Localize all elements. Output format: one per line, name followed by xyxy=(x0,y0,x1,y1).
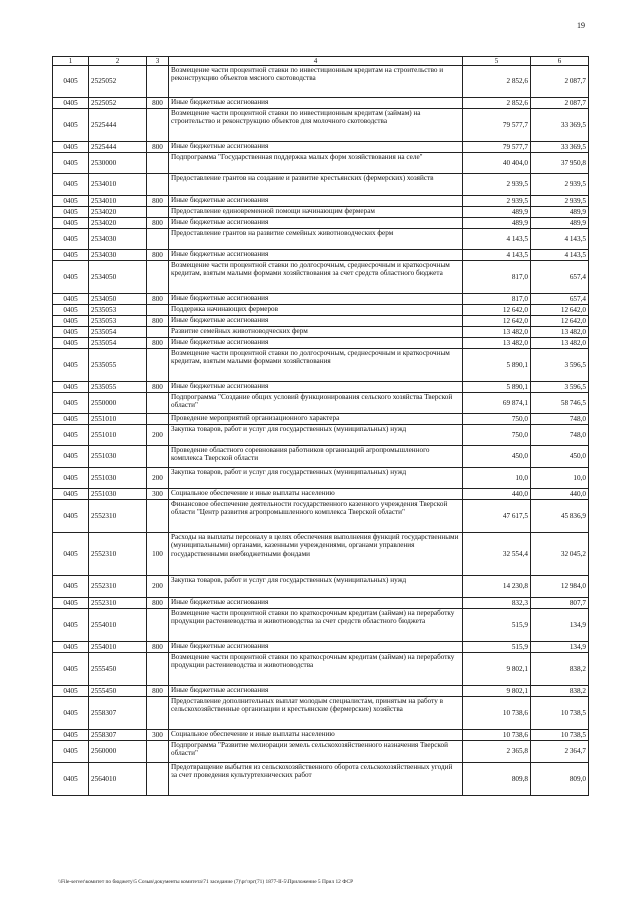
executed-amount-cell: 45 836,9 xyxy=(531,500,589,533)
expense-type-cell: 800 xyxy=(147,686,169,697)
table-body xyxy=(53,66,589,796)
executed-amount-cell: 12 984,0 xyxy=(531,576,589,598)
target-article-cell: 2558307 xyxy=(89,730,147,741)
executed-amount-cell: 13 482,0 xyxy=(531,338,589,349)
executed-amount-cell: 2 364,7 xyxy=(531,741,589,763)
planned-amount-cell: 9 802,1 xyxy=(463,686,531,697)
planned-amount-cell: 832,3 xyxy=(463,598,531,609)
column-header: 6 xyxy=(531,57,589,66)
expense-type-cell: 800 xyxy=(147,382,169,393)
table-row xyxy=(53,382,589,393)
planned-amount-cell: 10,0 xyxy=(463,468,531,489)
expense-type-cell xyxy=(147,741,169,763)
expense-type-cell xyxy=(147,763,169,796)
executed-amount-cell: 657,4 xyxy=(531,261,589,294)
planned-amount-cell: 440,0 xyxy=(463,489,531,500)
expense-type-cell: 800 xyxy=(147,598,169,609)
target-article-cell: 2535055 xyxy=(89,349,147,382)
executed-amount-cell: 2 087,7 xyxy=(531,66,589,98)
table-row xyxy=(53,66,589,98)
planned-amount-cell: 5 890,1 xyxy=(463,382,531,393)
table-row xyxy=(53,98,589,109)
target-article-cell: 2534010 xyxy=(89,196,147,207)
planned-amount-cell: 13 482,0 xyxy=(463,338,531,349)
description-cell: Иные бюджетные ассигнования xyxy=(169,196,463,207)
description-cell: Иные бюджетные ассигнования xyxy=(169,218,463,229)
target-article-cell: 2551030 xyxy=(89,468,147,489)
section-code-cell: 0405 xyxy=(53,500,89,533)
expense-type-cell: 300 xyxy=(147,489,169,500)
table-row xyxy=(53,414,589,425)
table-row xyxy=(53,576,589,598)
expense-type-cell xyxy=(147,153,169,174)
target-article-cell: 2558307 xyxy=(89,697,147,730)
target-article-cell: 2555450 xyxy=(89,653,147,686)
table-row xyxy=(53,730,589,741)
section-code-cell: 0405 xyxy=(53,533,89,576)
executed-amount-cell: 489,9 xyxy=(531,207,589,218)
executed-amount-cell: 10 738,5 xyxy=(531,697,589,730)
table-row xyxy=(53,533,589,576)
table-row xyxy=(53,653,589,686)
planned-amount-cell: 47 617,5 xyxy=(463,500,531,533)
table-row xyxy=(53,489,589,500)
planned-amount-cell: 817,0 xyxy=(463,261,531,294)
expense-type-cell: 800 xyxy=(147,196,169,207)
expense-type-cell xyxy=(147,174,169,196)
table-row xyxy=(53,229,589,250)
section-code-cell: 0405 xyxy=(53,642,89,653)
description-cell: Возмещение части процентной ставки по краткосрочным кредитам (займам) на переработку продукции растениеводства и животноводства xyxy=(169,653,463,686)
section-code-cell: 0405 xyxy=(53,609,89,642)
executed-amount-cell: 33 369,5 xyxy=(531,142,589,153)
expense-type-cell xyxy=(147,66,169,98)
expense-type-cell xyxy=(147,446,169,468)
target-article-cell: 2535054 xyxy=(89,327,147,338)
description-cell: Социальное обеспечение и иные выплаты населению xyxy=(169,730,463,741)
description-cell: Иные бюджетные ассигнования xyxy=(169,382,463,393)
expense-type-cell: 100 xyxy=(147,533,169,576)
executed-amount-cell: 748,0 xyxy=(531,425,589,446)
planned-amount-cell: 4 143,5 xyxy=(463,229,531,250)
column-header: 2 xyxy=(89,57,147,66)
planned-amount-cell: 750,0 xyxy=(463,425,531,446)
planned-amount-cell: 79 577,7 xyxy=(463,109,531,142)
executed-amount-cell: 809,0 xyxy=(531,763,589,796)
expense-type-cell xyxy=(147,609,169,642)
table-row xyxy=(53,316,589,327)
target-article-cell: 2525444 xyxy=(89,109,147,142)
target-article-cell: 2534030 xyxy=(89,250,147,261)
section-code-cell: 0405 xyxy=(53,153,89,174)
section-code-cell: 0405 xyxy=(53,109,89,142)
table-row xyxy=(53,250,589,261)
section-code-cell: 0405 xyxy=(53,305,89,316)
section-code-cell: 0405 xyxy=(53,382,89,393)
description-cell: Поддержка начинающих фермеров xyxy=(169,305,463,316)
planned-amount-cell: 69 874,1 xyxy=(463,393,531,414)
executed-amount-cell: 3 596,5 xyxy=(531,349,589,382)
expense-type-cell: 800 xyxy=(147,250,169,261)
section-code-cell: 0405 xyxy=(53,425,89,446)
expense-type-cell xyxy=(147,653,169,686)
target-article-cell: 2534030 xyxy=(89,229,147,250)
table-row xyxy=(53,327,589,338)
description-cell: Подпрограмма "Государственная поддержка малых форм хозяйствования на селе" xyxy=(169,153,463,174)
planned-amount-cell: 32 554,4 xyxy=(463,533,531,576)
section-code-cell: 0405 xyxy=(53,316,89,327)
planned-amount-cell: 809,8 xyxy=(463,763,531,796)
table-row xyxy=(53,609,589,642)
section-code-cell: 0405 xyxy=(53,730,89,741)
expense-type-cell: 200 xyxy=(147,425,169,446)
target-article-cell: 2555450 xyxy=(89,686,147,697)
target-article-cell: 2535053 xyxy=(89,316,147,327)
executed-amount-cell: 657,4 xyxy=(531,294,589,305)
section-code-cell: 0405 xyxy=(53,489,89,500)
section-code-cell: 0405 xyxy=(53,294,89,305)
table-row xyxy=(53,697,589,730)
section-code-cell: 0405 xyxy=(53,686,89,697)
description-cell: Иные бюджетные ассигнования xyxy=(169,598,463,609)
executed-amount-cell: 838,2 xyxy=(531,653,589,686)
description-cell: Подпрограмма "Развитие мелиорации земель сельскохозяйственного назначения Тверской области" xyxy=(169,741,463,763)
column-header: 1 xyxy=(53,57,89,66)
executed-amount-cell: 10 738,5 xyxy=(531,730,589,741)
section-code-cell: 0405 xyxy=(53,741,89,763)
expense-type-cell xyxy=(147,414,169,425)
executed-amount-cell: 33 369,5 xyxy=(531,109,589,142)
executed-amount-cell: 32 045,2 xyxy=(531,533,589,576)
executed-amount-cell: 2 939,5 xyxy=(531,196,589,207)
target-article-cell: 2552310 xyxy=(89,576,147,598)
executed-amount-cell: 807,7 xyxy=(531,598,589,609)
table-row xyxy=(53,196,589,207)
table-row xyxy=(53,305,589,316)
description-cell: Иные бюджетные ассигнования xyxy=(169,294,463,305)
planned-amount-cell: 2 939,5 xyxy=(463,196,531,207)
page-number: 19 xyxy=(577,21,585,30)
executed-amount-cell: 10,0 xyxy=(531,468,589,489)
planned-amount-cell: 489,9 xyxy=(463,218,531,229)
planned-amount-cell: 750,0 xyxy=(463,414,531,425)
description-cell: Возмещение части процентной ставки по долгосрочным, среднесрочным и краткосрочным кредитам, взятым малыми формами хозяйствования xyxy=(169,349,463,382)
expense-type-cell: 800 xyxy=(147,316,169,327)
description-cell: Предоставление грантов на развитие семейных животноводческих ферм xyxy=(169,229,463,250)
planned-amount-cell: 2 852,6 xyxy=(463,66,531,98)
section-code-cell: 0405 xyxy=(53,446,89,468)
description-cell: Закупка товаров, работ и услуг для государственных (муниципальных) нужд xyxy=(169,425,463,446)
description-cell: Иные бюджетные ассигнования xyxy=(169,338,463,349)
executed-amount-cell: 489,9 xyxy=(531,218,589,229)
table-row xyxy=(53,174,589,196)
section-code-cell: 0405 xyxy=(53,763,89,796)
target-article-cell: 2530000 xyxy=(89,153,147,174)
planned-amount-cell: 10 738,6 xyxy=(463,730,531,741)
expense-type-cell: 800 xyxy=(147,142,169,153)
planned-amount-cell: 450,0 xyxy=(463,446,531,468)
table-row xyxy=(53,294,589,305)
executed-amount-cell: 134,9 xyxy=(531,609,589,642)
section-code-cell: 0405 xyxy=(53,349,89,382)
description-cell: Иные бюджетные ассигнования xyxy=(169,250,463,261)
planned-amount-cell: 12 642,0 xyxy=(463,316,531,327)
target-article-cell: 2552310 xyxy=(89,598,147,609)
executed-amount-cell: 13 482,0 xyxy=(531,327,589,338)
planned-amount-cell: 13 482,0 xyxy=(463,327,531,338)
planned-amount-cell: 14 230,8 xyxy=(463,576,531,598)
column-header: 4 xyxy=(169,57,463,66)
section-code-cell: 0405 xyxy=(53,196,89,207)
section-code-cell: 0405 xyxy=(53,229,89,250)
description-cell: Развитие семейных животноводческих ферм xyxy=(169,327,463,338)
expense-type-cell xyxy=(147,305,169,316)
section-code-cell: 0405 xyxy=(53,142,89,153)
table-row xyxy=(53,207,589,218)
section-code-cell: 0405 xyxy=(53,598,89,609)
table-row xyxy=(53,500,589,533)
table-row xyxy=(53,741,589,763)
executed-amount-cell: 12 642,0 xyxy=(531,305,589,316)
table-row xyxy=(53,686,589,697)
file-path-footer: \\File-server\комитет по бюджету\5 Созыв\документы комитета\71 заседание (7)\рг\зрг(71) 1877-II-5\Приложение 5 Прил 12 ФСР xyxy=(58,879,354,885)
expense-type-cell xyxy=(147,229,169,250)
section-code-cell: 0405 xyxy=(53,98,89,109)
column-header: 3 xyxy=(147,57,169,66)
target-article-cell: 2560000 xyxy=(89,741,147,763)
description-cell: Предотвращение выбытия из сельскохозяйственного оборота сельскохозяйственных угодий за счет проведения культуртехнических работ xyxy=(169,763,463,796)
target-article-cell: 2534020 xyxy=(89,207,147,218)
description-cell: Закупка товаров, работ и услуг для государственных (муниципальных) нужд xyxy=(169,576,463,598)
planned-amount-cell: 515,9 xyxy=(463,642,531,653)
description-cell: Возмещение части процентной ставки по краткосрочным кредитам (займам) на переработку продукции растениеводства и животноводства за счет средств областного бюджета xyxy=(169,609,463,642)
table-row xyxy=(53,338,589,349)
planned-amount-cell: 2 852,6 xyxy=(463,98,531,109)
description-cell: Предоставление дополнительных выплат молодым специалистам, принятым на работу в сельскохозяйственные организации и крестьянские (фермерские) хозяйства xyxy=(169,697,463,730)
target-article-cell: 2535054 xyxy=(89,338,147,349)
planned-amount-cell: 9 802,1 xyxy=(463,653,531,686)
description-cell: Проведение областного соревнования работников организаций агропромышленного комплекса Тверской области xyxy=(169,446,463,468)
target-article-cell: 2534050 xyxy=(89,261,147,294)
table-row xyxy=(53,763,589,796)
section-code-cell: 0405 xyxy=(53,414,89,425)
section-code-cell: 0405 xyxy=(53,207,89,218)
target-article-cell: 2551030 xyxy=(89,446,147,468)
target-article-cell: 2525444 xyxy=(89,142,147,153)
target-article-cell: 2550000 xyxy=(89,393,147,414)
planned-amount-cell: 4 143,5 xyxy=(463,250,531,261)
planned-amount-cell: 40 404,0 xyxy=(463,153,531,174)
executed-amount-cell: 37 950,8 xyxy=(531,153,589,174)
budget-table xyxy=(52,56,589,796)
target-article-cell: 2525052 xyxy=(89,98,147,109)
executed-amount-cell: 3 596,5 xyxy=(531,382,589,393)
target-article-cell: 2554010 xyxy=(89,609,147,642)
table-row xyxy=(53,153,589,174)
description-cell: Иные бюджетные ассигнования xyxy=(169,142,463,153)
planned-amount-cell: 2 939,5 xyxy=(463,174,531,196)
section-code-cell: 0405 xyxy=(53,468,89,489)
description-cell: Иные бюджетные ассигнования xyxy=(169,642,463,653)
section-code-cell: 0405 xyxy=(53,393,89,414)
table-header-row xyxy=(53,57,589,66)
expense-type-cell: 300 xyxy=(147,730,169,741)
table-row xyxy=(53,425,589,446)
target-article-cell: 2552310 xyxy=(89,500,147,533)
target-article-cell: 2564010 xyxy=(89,763,147,796)
target-article-cell: 2534020 xyxy=(89,218,147,229)
executed-amount-cell: 838,2 xyxy=(531,686,589,697)
target-article-cell: 2525052 xyxy=(89,66,147,98)
expense-type-cell xyxy=(147,261,169,294)
section-code-cell: 0405 xyxy=(53,327,89,338)
table-row xyxy=(53,218,589,229)
planned-amount-cell: 5 890,1 xyxy=(463,349,531,382)
section-code-cell: 0405 xyxy=(53,218,89,229)
table-row xyxy=(53,109,589,142)
section-code-cell: 0405 xyxy=(53,576,89,598)
section-code-cell: 0405 xyxy=(53,174,89,196)
table-row xyxy=(53,261,589,294)
description-cell: Расходы на выплаты персоналу в целях обеспечения выполнения функций государственными (муниципальными) органами, казенными учреждениями, органами управления государственными внебюджетными фондами xyxy=(169,533,463,576)
executed-amount-cell: 12 642,0 xyxy=(531,316,589,327)
expense-type-cell xyxy=(147,393,169,414)
expense-type-cell xyxy=(147,349,169,382)
description-cell: Возмещение части процентной ставки по инвестиционным кредитам на строительство и реконструкцию объектов мясного скотоводства xyxy=(169,66,463,98)
expense-type-cell xyxy=(147,109,169,142)
section-code-cell: 0405 xyxy=(53,697,89,730)
expense-type-cell xyxy=(147,697,169,730)
target-article-cell: 2534010 xyxy=(89,174,147,196)
section-code-cell: 0405 xyxy=(53,66,89,98)
planned-amount-cell: 2 365,8 xyxy=(463,741,531,763)
description-cell: Иные бюджетные ассигнования xyxy=(169,316,463,327)
column-header: 5 xyxy=(463,57,531,66)
description-cell: Подпрограмма "Создание общих условий функционирования сельского хозяйства Тверской области" xyxy=(169,393,463,414)
expense-type-cell xyxy=(147,207,169,218)
target-article-cell: 2551010 xyxy=(89,414,147,425)
target-article-cell: 2535053 xyxy=(89,305,147,316)
table-row xyxy=(53,349,589,382)
section-code-cell: 0405 xyxy=(53,261,89,294)
description-cell: Закупка товаров, работ и услуг для государственных (муниципальных) нужд xyxy=(169,468,463,489)
table-row xyxy=(53,446,589,468)
expense-type-cell: 200 xyxy=(147,468,169,489)
executed-amount-cell: 450,0 xyxy=(531,446,589,468)
section-code-cell: 0405 xyxy=(53,653,89,686)
expense-type-cell: 800 xyxy=(147,338,169,349)
executed-amount-cell: 4 143,5 xyxy=(531,250,589,261)
expense-type-cell xyxy=(147,500,169,533)
planned-amount-cell: 817,0 xyxy=(463,294,531,305)
table-row xyxy=(53,393,589,414)
target-article-cell: 2554010 xyxy=(89,642,147,653)
expense-type-cell: 800 xyxy=(147,642,169,653)
table-row xyxy=(53,468,589,489)
planned-amount-cell: 489,9 xyxy=(463,207,531,218)
expense-type-cell: 800 xyxy=(147,294,169,305)
section-code-cell: 0405 xyxy=(53,250,89,261)
description-cell: Финансовое обеспечение деятельности государственного казенного учреждения Тверской области "Центр развития агропромышленного комплекса Тверской области" xyxy=(169,500,463,533)
planned-amount-cell: 515,9 xyxy=(463,609,531,642)
description-cell: Социальное обеспечение и иные выплаты населению xyxy=(169,489,463,500)
executed-amount-cell: 440,0 xyxy=(531,489,589,500)
description-cell: Предоставление единовременной помощи начинающим фермерам xyxy=(169,207,463,218)
description-cell: Предоставление грантов на создание и развитие крестьянских (фермерских) хозяйств xyxy=(169,174,463,196)
expense-type-cell: 800 xyxy=(147,98,169,109)
description-cell: Возмещение части процентной ставки по инвестиционным кредитам (займам) на строительство и реконструкцию объектов для молочного скотоводства xyxy=(169,109,463,142)
table-row xyxy=(53,642,589,653)
target-article-cell: 2551030 xyxy=(89,489,147,500)
executed-amount-cell: 58 746,5 xyxy=(531,393,589,414)
target-article-cell: 2535055 xyxy=(89,382,147,393)
executed-amount-cell: 2 939,5 xyxy=(531,174,589,196)
target-article-cell: 2552310 xyxy=(89,533,147,576)
section-code-cell: 0405 xyxy=(53,338,89,349)
table-row xyxy=(53,142,589,153)
planned-amount-cell: 12 642,0 xyxy=(463,305,531,316)
description-cell: Иные бюджетные ассигнования xyxy=(169,98,463,109)
planned-amount-cell: 79 577,7 xyxy=(463,142,531,153)
expense-type-cell: 800 xyxy=(147,218,169,229)
executed-amount-cell: 4 143,5 xyxy=(531,229,589,250)
table-row xyxy=(53,598,589,609)
executed-amount-cell: 748,0 xyxy=(531,414,589,425)
expense-type-cell: 200 xyxy=(147,576,169,598)
description-cell: Иные бюджетные ассигнования xyxy=(169,686,463,697)
executed-amount-cell: 2 087,7 xyxy=(531,98,589,109)
description-cell: Проведение мероприятий организационного характера xyxy=(169,414,463,425)
target-article-cell: 2551010 xyxy=(89,425,147,446)
description-cell: Возмещение части процентной ставки по долгосрочным, среднесрочным и краткосрочным кредитам, взятым малыми формами хозяйствования за счет средств областного бюджета xyxy=(169,261,463,294)
executed-amount-cell: 134,9 xyxy=(531,642,589,653)
expense-type-cell xyxy=(147,327,169,338)
target-article-cell: 2534050 xyxy=(89,294,147,305)
planned-amount-cell: 10 738,6 xyxy=(463,697,531,730)
